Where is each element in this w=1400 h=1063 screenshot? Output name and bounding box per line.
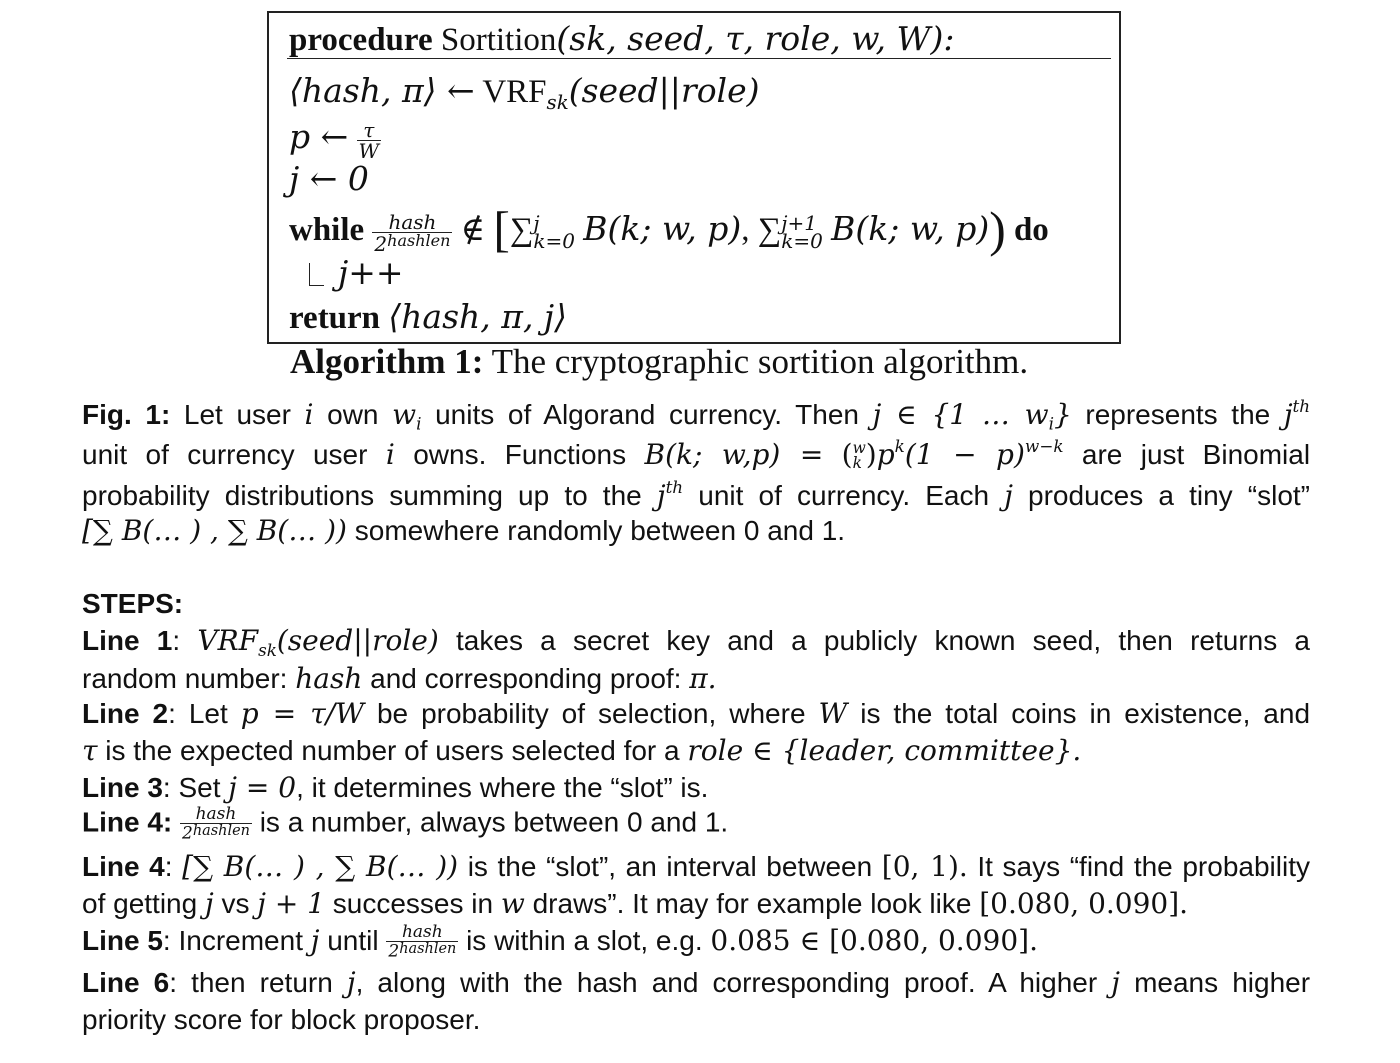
procedure-args: (sk, seed, τ, role, w, W): [556, 19, 955, 58]
step-math: (seed||role) [276, 624, 439, 657]
figure-line-4 [82, 514, 845, 547]
fig-text: produces a tiny “slot” [1028, 479, 1310, 511]
step-text: takes a secret key and a publicly known seed, then returns a [456, 625, 1311, 656]
while-notin: ∉ [460, 212, 486, 249]
caption-text: The cryptographic sortition algorithm. [491, 342, 1029, 381]
fig-text: owns. Functions [413, 438, 627, 470]
step-math: j = 0 [228, 771, 297, 804]
step-label: Line 4 [82, 851, 165, 882]
step-text: : [172, 625, 181, 656]
fig-text: Let user [183, 398, 291, 430]
step-math: p = τ/W [240, 697, 365, 730]
step-text: : Increment [162, 925, 303, 956]
line1-lhs: ⟨hash, π⟩ ← [289, 71, 475, 110]
sum2-upper: j+1 [781, 211, 817, 236]
fig-text: unit of currency user [82, 438, 368, 470]
fig-math: [∑ B(… ) , ∑ B(… )) [82, 514, 347, 547]
while-keyword: while [289, 212, 365, 249]
figure-line-3 [82, 477, 1310, 512]
step-math: VRF [197, 624, 259, 657]
binomial-coefficient [852, 438, 866, 473]
return-value: ⟨hash, π, j⟩ [388, 297, 568, 336]
frac-num: hash [386, 924, 458, 942]
algorithm-caption [290, 342, 1028, 382]
step-label: Line 6 [82, 967, 170, 998]
step-line-6 [82, 966, 1310, 999]
step-line-2b [82, 734, 1081, 767]
step-text: be probability of selection, where [376, 698, 806, 729]
line2-num: τ [357, 120, 382, 141]
fig-math-sub: i [1048, 413, 1054, 434]
loop-body: j++ [338, 253, 404, 292]
sum2-lower: k=0 [781, 229, 823, 254]
fig-math: j [656, 478, 666, 512]
step-text: draws”. It may for example look like [532, 888, 972, 919]
step-math: j [310, 924, 320, 957]
step-math: π. [689, 662, 717, 695]
step-text: means higher [1134, 967, 1311, 998]
figure-line-1 [82, 396, 1310, 434]
step-line-4b [82, 850, 1310, 883]
step-label: Line 2 [82, 698, 169, 729]
algo-line-1 [289, 71, 760, 114]
fig-math: i [304, 397, 314, 431]
fig-text: represents the [1085, 398, 1271, 430]
step-line-1 [82, 624, 1310, 660]
step-text: is a number, always between 0 and 1. [259, 806, 729, 838]
algo-line-2 [289, 117, 381, 161]
step-text: is the expected number of users selected for a [105, 735, 680, 766]
step-label: Line 1 [82, 625, 173, 656]
fig-text: units of Algorand currency. Then [435, 398, 859, 430]
fig-math-sub: i [416, 413, 422, 434]
fig-math: p [876, 437, 895, 471]
sum1-lower: k=0 [533, 229, 575, 254]
step-math: [0, 1). [881, 850, 968, 883]
while-fraction [372, 209, 452, 256]
step-math: w [500, 887, 525, 920]
step5-fraction [386, 924, 458, 961]
algo-while-line: while $\frac{\text{hash}}{2^{hashlen}}$ ∉ [∑ j k=0 B(k; w, p), ∑ j+1 k=0 B(k; w, p)) do [289, 202, 1049, 257]
procedure-name: Sortition [440, 22, 557, 58]
fig-math: i [385, 437, 395, 471]
step-text: is within a slot, e.g. [466, 925, 703, 956]
fig-text: own [327, 398, 379, 430]
step-text: is the total coins in existence, and [860, 698, 1311, 729]
header-rule [287, 58, 1111, 59]
loop-body-line [309, 253, 404, 293]
step4-fraction [180, 806, 252, 843]
algo-line-3 [289, 159, 369, 199]
step-line-6b [82, 1004, 480, 1036]
line3-text: j ← 0 [289, 159, 369, 198]
while-frac-num: hash [372, 212, 452, 233]
step-math: [∑ B(… ) , ∑ B(… )) [182, 850, 459, 883]
step-math: j [204, 887, 214, 920]
fig-text: are just Binomial [1081, 438, 1311, 470]
while-frac-den-exp: hashlen [387, 230, 451, 250]
fig-math-sup: k [894, 436, 905, 456]
frac-den-base: 2 [388, 941, 400, 962]
algorithm-box [267, 11, 1121, 344]
step-text: It says “find the probability [977, 851, 1310, 882]
sum1-upper: j [533, 211, 540, 236]
binom-top: w [852, 438, 866, 457]
fig-math: (1 − p) [904, 437, 1025, 471]
step-math: W [818, 697, 848, 730]
while-frac-den-base: 2 [374, 231, 388, 256]
step-text: , along with the hash and corresponding proof. A higher [355, 967, 1098, 998]
frac-den-base: 2 [182, 823, 193, 844]
loop-bracket-icon [309, 263, 324, 286]
step-text: , it determines where the “slot” is. [296, 772, 709, 803]
step-line-4c [82, 887, 1188, 920]
fig-math-sup: th [665, 477, 684, 497]
line1-arg: (seed||role) [568, 71, 760, 110]
fig-text: somewhere randomly between 0 and 1. [354, 515, 846, 546]
fig-math-sup: th [1292, 396, 1311, 416]
step-label: Line 3 [82, 772, 163, 803]
step-line-2 [82, 697, 1310, 730]
step-math: j [1111, 966, 1120, 999]
step-math: 0.085 ∈ [0.080, 0.090]. [710, 924, 1038, 957]
step-text: is the “slot”, an interval between [467, 851, 873, 882]
fig-math: B(k; w,p) = [644, 437, 824, 471]
do-keyword: do [1013, 212, 1049, 249]
sum2-limits [781, 211, 823, 254]
step-text: : [164, 851, 173, 882]
line1-vrf: VRF [482, 74, 547, 110]
step-label: Line 5 [82, 925, 163, 956]
step-line-1b [82, 662, 717, 695]
frac-den-exp: hashlen [399, 941, 457, 958]
fig-math: w [392, 397, 417, 431]
step-math: role ∈ {leader, committee}. [687, 734, 1082, 767]
step-math: j + 1 [257, 887, 325, 920]
step-line-5 [82, 924, 1038, 961]
step-math: τ [82, 734, 98, 767]
frac-num: hash [180, 806, 252, 824]
figure-label: Fig. 1: [82, 398, 171, 430]
return-keyword: return [289, 300, 381, 336]
fig-math: j ∈ {1 … w [872, 397, 1049, 431]
algo-header [289, 19, 954, 59]
fig-math-sup: w−k [1024, 436, 1064, 456]
step-text: successes in [332, 888, 494, 919]
step-text: : then return [169, 967, 333, 998]
step-line-3 [82, 771, 708, 804]
left-bracket: [ [493, 202, 510, 257]
step-text: random number: [82, 663, 288, 694]
caption-label: Algorithm 1: [290, 342, 484, 381]
fig-math: j [1004, 478, 1013, 512]
step-math: j [346, 966, 356, 999]
fig-text: unit of currency. Each [698, 479, 990, 511]
step-text: vs [221, 888, 250, 919]
line2-den: W [358, 138, 380, 163]
fig-text: probability distributions summing up to the [82, 479, 642, 511]
right-paren: ) [989, 202, 1006, 257]
steps-heading: STEPS: [82, 588, 184, 619]
step-text: priority score for block proposer. [82, 1004, 481, 1035]
figure-line-2: unit of currency user i owns. Functions B(k; w,p) = ( w k )$p^k(1 - p)^{w-k}$ are just Binomial [82, 436, 1311, 473]
line2-lhs: p ← [289, 117, 349, 156]
procedure-keyword: procedure [289, 22, 433, 58]
step-math: [0.080, 0.090]. [979, 887, 1189, 920]
sum1-term: B(k; w, p) [583, 209, 742, 249]
binom-bottom: k [852, 454, 862, 473]
step-math: hash [295, 662, 363, 695]
line1-vrf-sub: sk [546, 90, 569, 114]
sum2-term: B(k; w, p) [831, 209, 990, 249]
fig-math: } [1053, 397, 1072, 431]
step-text: of getting [82, 888, 198, 919]
frac-den-exp: hashlen [192, 823, 250, 839]
step-math-sub: sk [258, 639, 277, 660]
step-text: : Let [168, 698, 228, 729]
step-text: : Set [162, 772, 221, 803]
algo-return-line [289, 297, 567, 337]
step-line-4 [82, 806, 728, 843]
sum1-limits [533, 211, 575, 254]
step-text: until [327, 925, 379, 956]
step-text: and corresponding proof: [370, 663, 682, 694]
step-label: Line 4: [82, 806, 173, 838]
fig-math: j [1283, 397, 1293, 431]
line2-fraction [357, 117, 382, 163]
